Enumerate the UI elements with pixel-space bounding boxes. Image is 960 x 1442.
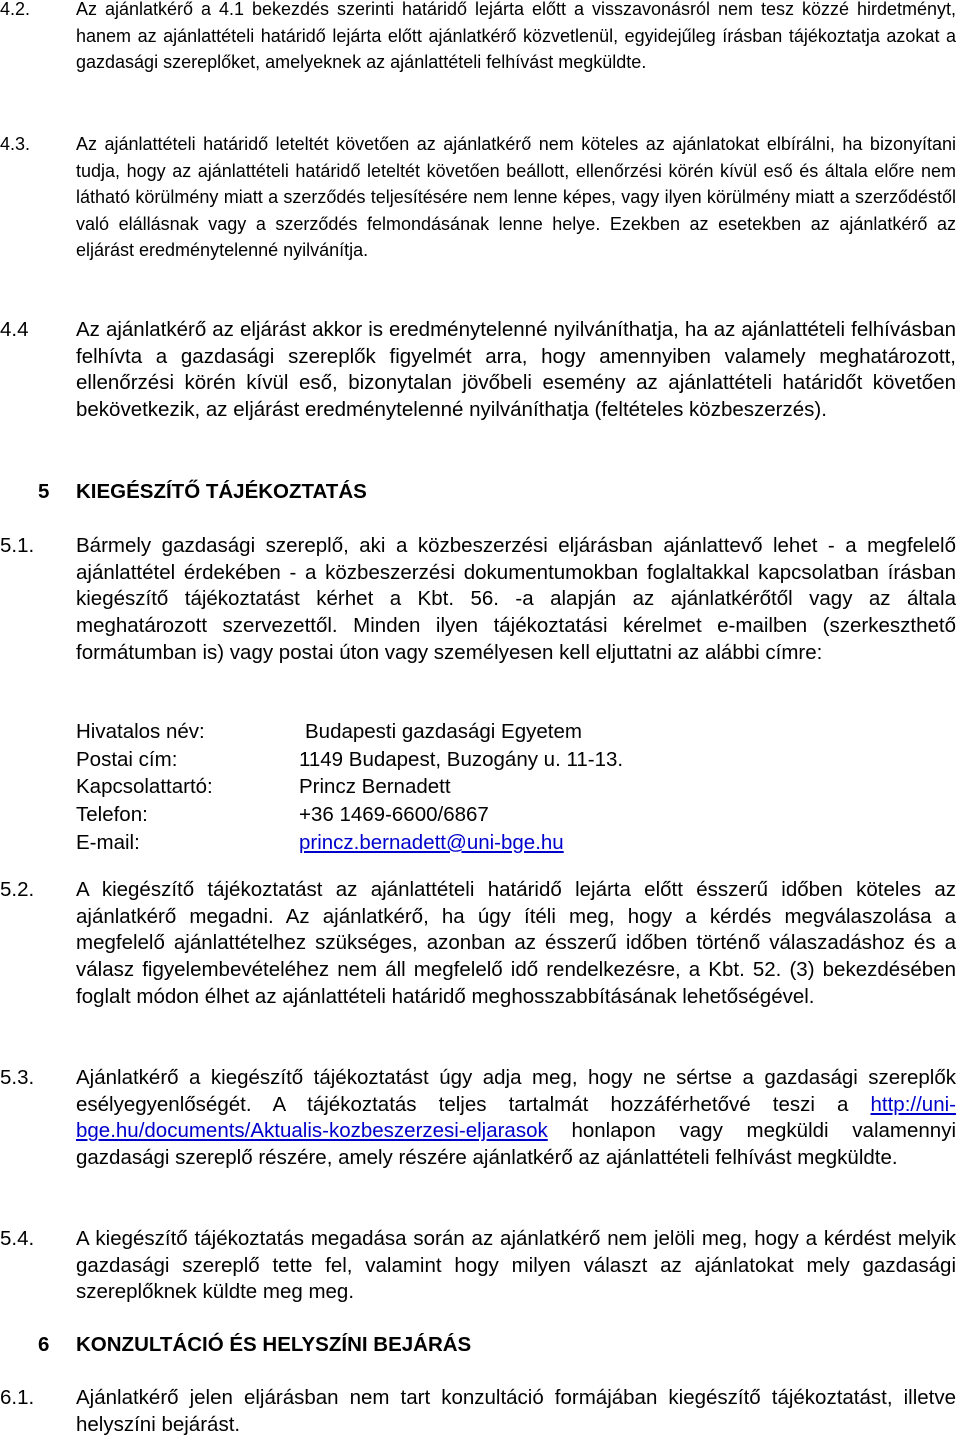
heading-number: 6 — [38, 1333, 50, 1356]
section-4-3 — [0, 131, 960, 264]
contact-block — [76, 718, 623, 856]
contact-row-contact-person: Kapcsolattartó: Princz Bernadett — [76, 775, 451, 799]
section-text: Az ajánlattételi határidő leteltét követően az ajánlatkérő nem köteles az ajánlatokat elbírálni, ha bizonyítani tudja, hogy az ajánlattételi határidő leteltét követően beállott, ellenőrzési körén kívül eső és általa előre nem látható körülmény miatt a szerződés teljesítésére nem lenne képes, vagy ilyen körülmény miatt a szerződéstől való elállásnak vagy a szerződés felmondásának lenne helye. Ezekben az esetekben az ajánlatkérő az eljárást eredménytelenné nyilvánítja. — [76, 134, 956, 260]
section-4-2 — [0, 0, 960, 76]
section-heading-5 — [38, 480, 367, 504]
heading-title: KIEGÉSZÍTŐ TÁJÉKOZTATÁS — [76, 480, 367, 503]
section-number: 5.1. — [0, 534, 35, 557]
section-5-2 — [0, 877, 960, 1011]
section-number: 4.3. — [0, 134, 31, 154]
contact-row-official-name: Hivatalos név: Budapesti gazdasági Egyetem — [76, 720, 582, 743]
section-number: 4.4 — [0, 318, 29, 341]
section-number: 6.1. — [0, 1386, 35, 1409]
section-text: Ajánlatkérő jelen eljárásban nem tart konzultáció formájában kiegészítő tájékoztatást, illetve helyszíni bejárást. — [76, 1386, 956, 1436]
contact-row-email: E-mail: princz.bernadett@uni-bge.hu — [76, 830, 564, 854]
section-text: A kiegészítő tájékoztatás megadása során az ajánlatkérő nem jelöli meg, hogy a kérdést melyik gazdasági szereplő tette fel, valamint hogy milyen választ az ajánlatokat mely gazdasági szereplőknek küldte meg meg. — [76, 1227, 956, 1304]
heading-title: KONZULTÁCIÓ ÉS HELYSZÍNI BEJÁRÁS — [76, 1333, 472, 1356]
section-5-1 — [0, 533, 960, 667]
section-number: 5.4. — [0, 1227, 35, 1250]
section-text: Az ajánlatkérő az eljárást akkor is eredménytelenné nyilváníthatja, ha az ajánlattételi felhívásban felhívta a gazdasági szereplők figyelmét arra, hogy amennyiben valamely meghatározott, ellenőrzési körén kívül eső, bizonytalan jövőbeli esemény az ajánlattételi határidőt követően bekövetkezik, az eljárást eredménytelenné nyilváníthatja (feltételes közbeszerzés). — [76, 318, 956, 422]
section-4-4 — [0, 317, 960, 424]
section-text: Bármely gazdasági szereplő, aki a közbeszerzési eljárásban ajánlattevő lehet - a megfelelő ajánlattétel érdekében - a közbeszerzési dokumentumokban foglaltakkal kapcsolatban írásban kiegészítő tájékoztatást kérhet a Kbt. 56. -a alapján az ajánlatkérőtől vagy az általa meghatározott szervezettől. Minden ilyen tájékoztatási kérelmet e-mailben (szerkeszthető formátumban is) vagy postai úton vagy személyesen kell eljuttatni az alábbi címre: — [76, 534, 956, 664]
section-6-1 — [0, 1385, 960, 1438]
section-heading-6 — [38, 1333, 471, 1357]
section-text: Ajánlatkérő a kiegészítő tájékoztatást úgy adja meg, hogy ne sértse a gazdasági szereplők esélyegyenlőségét. A tájékoztatás teljes tartalmát hozzáférhetővé teszi a http://uni-bge.hu/documents/Aktualis-kozbeszerzesi-eljarasok honlapon vagy megküldi valamennyi gazdasági szereplő részére, amely részére ajánlatkérő az ajánlattételi felhívást megküldte. — [76, 1066, 956, 1170]
section-number: 5.2. — [0, 878, 35, 901]
section-5-4 — [0, 1226, 960, 1306]
email-link[interactable]: princz.bernadett@uni-bge.hu — [299, 830, 564, 854]
section-number: 5.3. — [0, 1066, 35, 1089]
documents-link[interactable]: http://uni-bge.hu/documents/Aktualis-kozbeszerzesi-eljarasok — [76, 1092, 956, 1143]
section-number: 4.2. — [0, 0, 31, 19]
section-5-3 — [0, 1065, 960, 1172]
heading-number: 5 — [38, 480, 50, 503]
section-text: A kiegészítő tájékoztatást az ajánlattételi határidő lejárta előtt ésszerű időben köteles az ajánlatkérő megadni. Az ajánlatkérő, ha úgy ítéli meg, hogy a kérdés megválaszolása a megfelelő ajánlattételhez szükséges, azonban az ésszerű időben történő válaszadáshoz és a válasz figyelembevételéhez nem áll megfelelő idő rendelkezésre, a Kbt. 52. (3) bekezdésében foglalt módon élhet az ajánlattételi határidő meghosszabbításának lehetőségével. — [76, 878, 956, 1008]
contact-row-postal: Postai cím: 1149 Budapest, Buzogány u. 11-13. — [76, 747, 624, 771]
section-text: Az ajánlatkérő a 4.1 bekezdés szerinti határidő lejárta előtt a visszavonásról nem tesz közzé hirdetményt, hanem az ajánlattételi határidő lejárta előtt ajánlatkérő közvetlenül, egyidejűleg írásban tájékoztatja azokat a gazdasági szereplőket, amelyeknek az ajánlattételi felhívást megküldte. — [76, 0, 956, 72]
contact-row-phone: Telefon: +36 1469-6600/6867 — [76, 803, 489, 827]
